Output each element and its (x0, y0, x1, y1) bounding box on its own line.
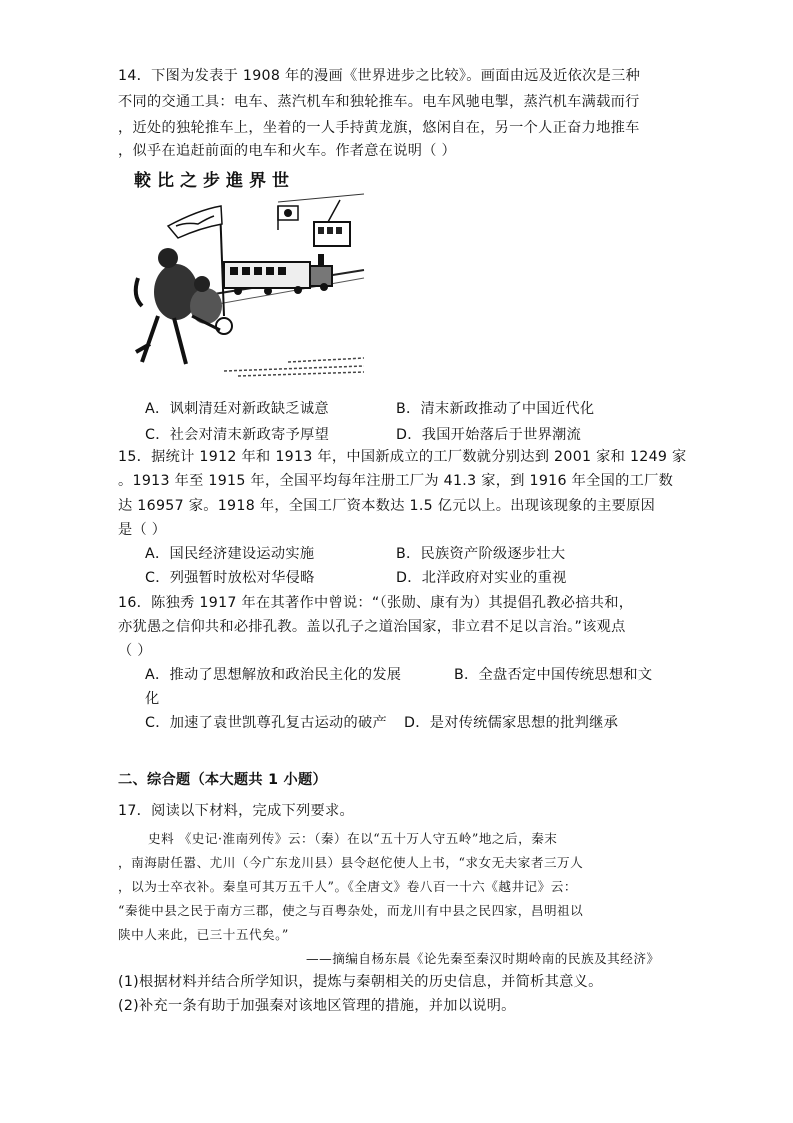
section-heading: 二、综合题（本大题共 1 小题） (118, 772, 327, 788)
q14-option-a: A．讽刺清廷对新政缺乏诚意 (145, 401, 329, 417)
q14-stem-line-2: 不同的交通工具：电车、蒸汽机车和独轮推车。电车风驰电掣，蒸汽机车满载而行 (118, 94, 640, 110)
q17-material-line-3: ，以为士卒衣补。秦皇可其万五千人”。《全唐文》卷八百一十六《越井记》云： (118, 879, 577, 894)
steam-train-icon (224, 254, 332, 295)
q14-stem-line-1: 14．下图为发表于 1908 年的漫画《世界进步之比较》。画面由远及近依次是三种 (118, 68, 641, 84)
q16-stem-line-3: （ ） (118, 643, 152, 659)
q17-material-line-1: 史料 《史记·淮南列传》云：（秦）在以“五十万人守五岭”地之后，秦末 (148, 831, 558, 846)
q17-material-line-5: 陕中人来此，已三十五代矣。” (118, 927, 289, 942)
q14-stem-line-4: ，似乎在追赶前面的电车和火车。作者意在说明（ ） (118, 143, 457, 159)
q17-material-line-4: “秦徙中县之民于南方三郡，使之与百粤杂处，而龙川有中县之民四家，昌明祖以 (118, 903, 584, 918)
q16-option-a: A．推动了思想解放和政治民主化的发展 (145, 667, 402, 683)
cartoon-caption: 較比之步進界世 (134, 171, 295, 191)
cartoon-image (128, 166, 366, 380)
q15-option-a: A．国民经济建设运动实施 (145, 546, 315, 562)
q17-question-2: (2)补充一条有助于加强秦对该地区管理的措施，并加以说明。 (118, 998, 516, 1014)
q14-option-c: C．社会对清末新政寄予厚望 (145, 427, 330, 443)
sun-flag-icon (278, 206, 298, 230)
q17-intro: 17．阅读以下材料，完成下列要求。 (118, 803, 354, 819)
q15-stem-line-1: 15．据统计 1912 年和 1913 年，中国新成立的工厂数就分别达到 2001 家和 1249 家 (118, 449, 687, 465)
q15-option-c: C．列强暂时放松对华侵略 (145, 570, 315, 586)
wheelbarrow-men-icon (136, 248, 232, 364)
q15-option-d: D．北洋政府对实业的重视 (396, 570, 567, 586)
q16-option-c: C．加速了袁世凯尊孔复古运动的破产 (145, 715, 388, 731)
q15-stem-line-3: 达 16957 家。1918 年，全国工厂资本数达 1.5 亿元以上。出现该现象的主要原因 (118, 498, 656, 514)
q16-stem-line-1: 16．陈独秀 1917 年在其著作中曾说：“（张勋、康有为）其提倡孔教必掊共和， (118, 595, 634, 611)
q15-stem-line-2: 。1913 年至 1915 年，全国平均每年注册工厂为 41.3 家，到 1916 年全国的工厂数 (118, 473, 674, 489)
q14-stem-line-3: ，近处的独轮推车上，坐着的一人手持黄龙旗，悠闲自在，另一个人正奋力地推车 (118, 120, 640, 136)
q14-option-b: B．清末新政推动了中国近代化 (396, 401, 595, 417)
q17-attribution: ——摘编自杨东晨《论先秦至秦汉时期岭南的民族及其经济》 (306, 951, 660, 966)
q15-option-b: B．民族资产阶级逐步壮大 (396, 546, 566, 562)
q14-option-d: D．我国开始落后于世界潮流 (396, 427, 582, 443)
q17-material-line-2: ，南海尉任嚣、尤川（今广东龙川县）县令赵佗使人上书，“求女无夫家者三万人 (118, 855, 584, 870)
q17-question-1: (1)根据材料并结合所学知识，提炼与秦朝相关的历史信息，并简析其意义。 (118, 974, 603, 990)
q15-stem-line-4: 是（ ） (118, 522, 167, 538)
q16-option-d: D．是对传统儒家思想的批判继承 (404, 715, 619, 731)
q16-stem-line-2: 亦犹愚之信仰共和必排孔教。盖以孔子之道治国家，非立君不足以言治。”该观点 (118, 619, 626, 635)
q16-option-b: B．全盘否定中国传统思想和文 (454, 667, 653, 683)
q16-option-b-continued: 化 (145, 691, 160, 707)
